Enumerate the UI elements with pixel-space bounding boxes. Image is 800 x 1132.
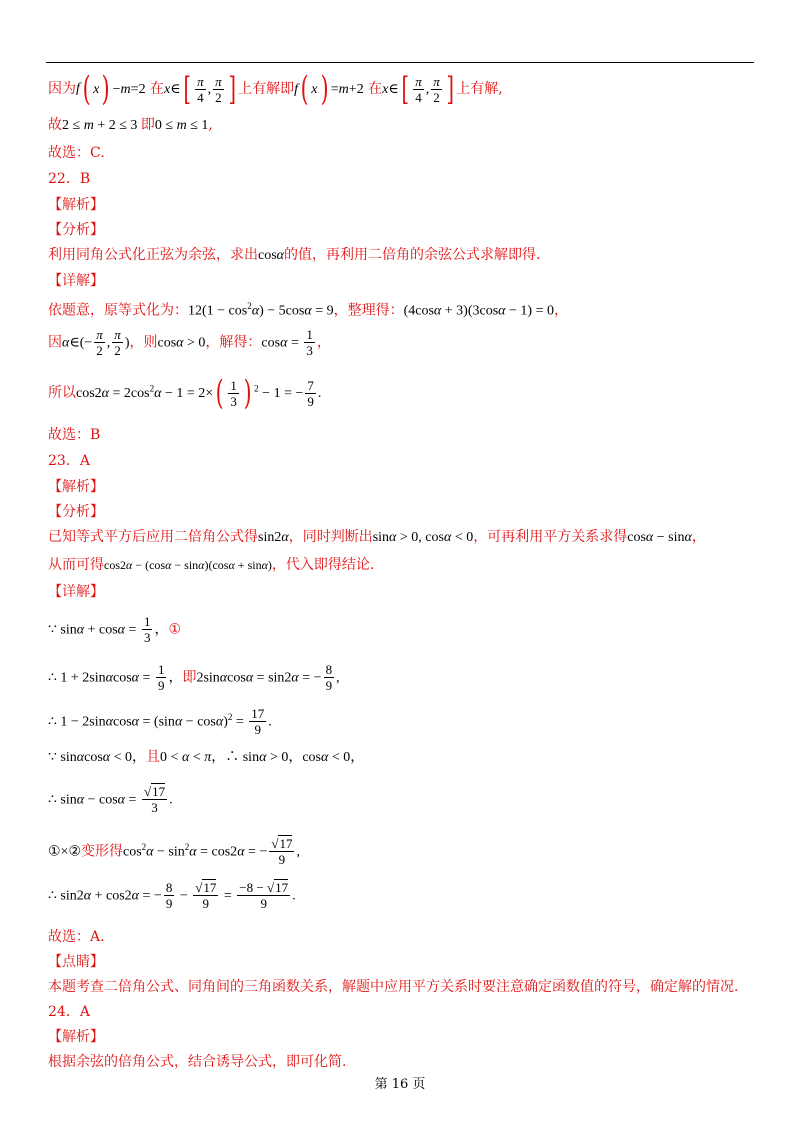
text: 已知等式平方后应用二倍角公式得 [48, 529, 258, 545]
q23-detail-6: ①×②变形得$\cos^2\alpha - \sin^2\alpha = \cos 2\alpha$ = − $\frac{√17}{9}$ , [48, 836, 300, 867]
q23-xiangjie: 【详解】 [48, 584, 104, 600]
text: , [208, 117, 213, 133]
text: 变形得 [81, 843, 123, 860]
text: 因为 [48, 81, 76, 97]
answer-23: 故选：A. [48, 929, 105, 945]
text: ， [316, 334, 331, 351]
q23-fenxi-text-2: 从而可得cos2α − (cosα − sinα)(cosα + sinα)，代入即得结论. [48, 557, 375, 573]
q22-detail-1: 依题意，原等式化为：$12(1 - \cos^2\alpha) - 5\cos\alpha = 9$，整理得：(4cosα + 3)(3cosα − 1) = 0， [48, 301, 568, 319]
q23-jiexi: 【解析】 [48, 479, 104, 495]
answer-21: 故选：C. [48, 145, 105, 161]
page-footer: 第 16 页 [374, 1077, 426, 1092]
q23-detail-3: ∴ $1 - 2\sin\alpha\cos\alpha = (\sin\alpha - \cos\alpha)^2$ = $\frac{17}{9}$ . [48, 706, 272, 737]
text: 所以 [48, 385, 76, 401]
q22-fenxi-text: 利用同角公式化正弦为余弦，求出cosα的值，再利用二倍角的余弦公式求解即得. [48, 247, 541, 263]
text: 即 [140, 117, 155, 133]
text: 上有解即 [238, 81, 295, 97]
q23-detail-7: ∴ sin2α + cos2α = − $\frac{8}{9}$ − $\frac{√17}{9}$ = $\frac{-8 - √17}{9}$ . [48, 880, 296, 911]
q23-detail-1: ∵ sinα + cosα = $\frac{1}{3}$ ，① [48, 614, 181, 645]
text: ，解得： [205, 334, 262, 351]
q22-detail-2: 因α∈(− $\frac{\pi}{2}$ , $\frac{\pi}{2}$ )，则cosα > 0，解得：cosα = $\frac{1}{3}$ ， [48, 327, 331, 358]
text: ，同时判断出 [288, 529, 373, 545]
q23-detail-5: ∴ sinα − cosα = $\frac{√17}{3}$ . [48, 784, 173, 815]
text: ，代入即得结论. [271, 557, 375, 573]
q23-fenxi: 【分析】 [48, 504, 104, 520]
text: 在 [368, 81, 383, 97]
q24-heading: 24．A [48, 1004, 90, 1020]
q22-xiangjie: 【详解】 [48, 273, 104, 289]
q23-detail-4: ∵ sinαcosα < 0，且0 < α < π，∴ sinα > 0，cosα < 0， [48, 749, 365, 765]
q23-dianjing: 【点睛】 [48, 954, 104, 970]
text: 依题意，原等式化为： [48, 302, 188, 319]
line-2: 故2 ≤ m + 2 ≤ 3 即0 ≤ m ≤ 1, [48, 117, 213, 133]
text: 从而可得 [48, 557, 104, 573]
q23-detail-2: ∴ 1 + 2sinαcosα = $\frac{1}{9}$ ，即2sinαcosα = sin2α = − $\frac{8}{9}$ , [48, 662, 340, 693]
q24-text: 根据余弦的倍角公式，结合诱导公式，即可化简. [48, 1054, 347, 1070]
q22-fenxi: 【分析】 [48, 222, 104, 238]
text: 且 [146, 749, 161, 765]
q23-heading: 23．A [48, 453, 90, 469]
q22-heading: 22．B [48, 171, 91, 187]
text: 因 [48, 334, 62, 351]
q23-dianjing-text: 本题考查二倍角公式、同角间的三角函数关系，解题中应用平方关系时要注意确定函数值的符号，确定解的情况. [48, 979, 739, 995]
q23-fenxi-text-1: 已知等式平方后应用二倍角公式得sin2α，同时判断出sinα > 0, cosα < 0，可再利用平方关系求得cosα − sinα， [48, 529, 706, 545]
answer-22: 故选：B [48, 427, 101, 443]
text: ，整理得： [333, 302, 404, 319]
text: 即 [182, 669, 197, 686]
text: ， [553, 302, 568, 319]
q22-detail-3: 所以$\cos 2\alpha = 2\cos^2\alpha - 1 = 2\times$( $\frac{1}{3}$ ) $^2$ − 1 = − $\frac{7}{9}$ . [48, 373, 322, 413]
text: 在 [150, 81, 165, 97]
text: 利用同角公式化正弦为余弦，求出 [48, 247, 258, 263]
text: 故 [48, 117, 62, 133]
text: 上有解, [456, 81, 503, 97]
line-1: 因为f( x) −m=2 在x∈[ $\frac{\pi}{4}$ , $\frac{\pi}{2}$ ] 上有解即f( x) =m+2 在x∈[ $\frac{\pi}{4}$ , $\frac{\pi}{2}$ ] 上有解, [48, 69, 503, 109]
text: ， [691, 529, 706, 545]
q24-jiexi: 【解析】 [48, 1029, 104, 1045]
text: ，可再利用平方关系求得 [473, 529, 628, 545]
text: 的值，再利用二倍角的余弦公式求解即得. [284, 247, 541, 263]
text: ，则 [129, 334, 158, 351]
text: ① [168, 621, 181, 638]
header-rule [46, 62, 754, 63]
q22-jiexi: 【解析】 [48, 197, 104, 213]
